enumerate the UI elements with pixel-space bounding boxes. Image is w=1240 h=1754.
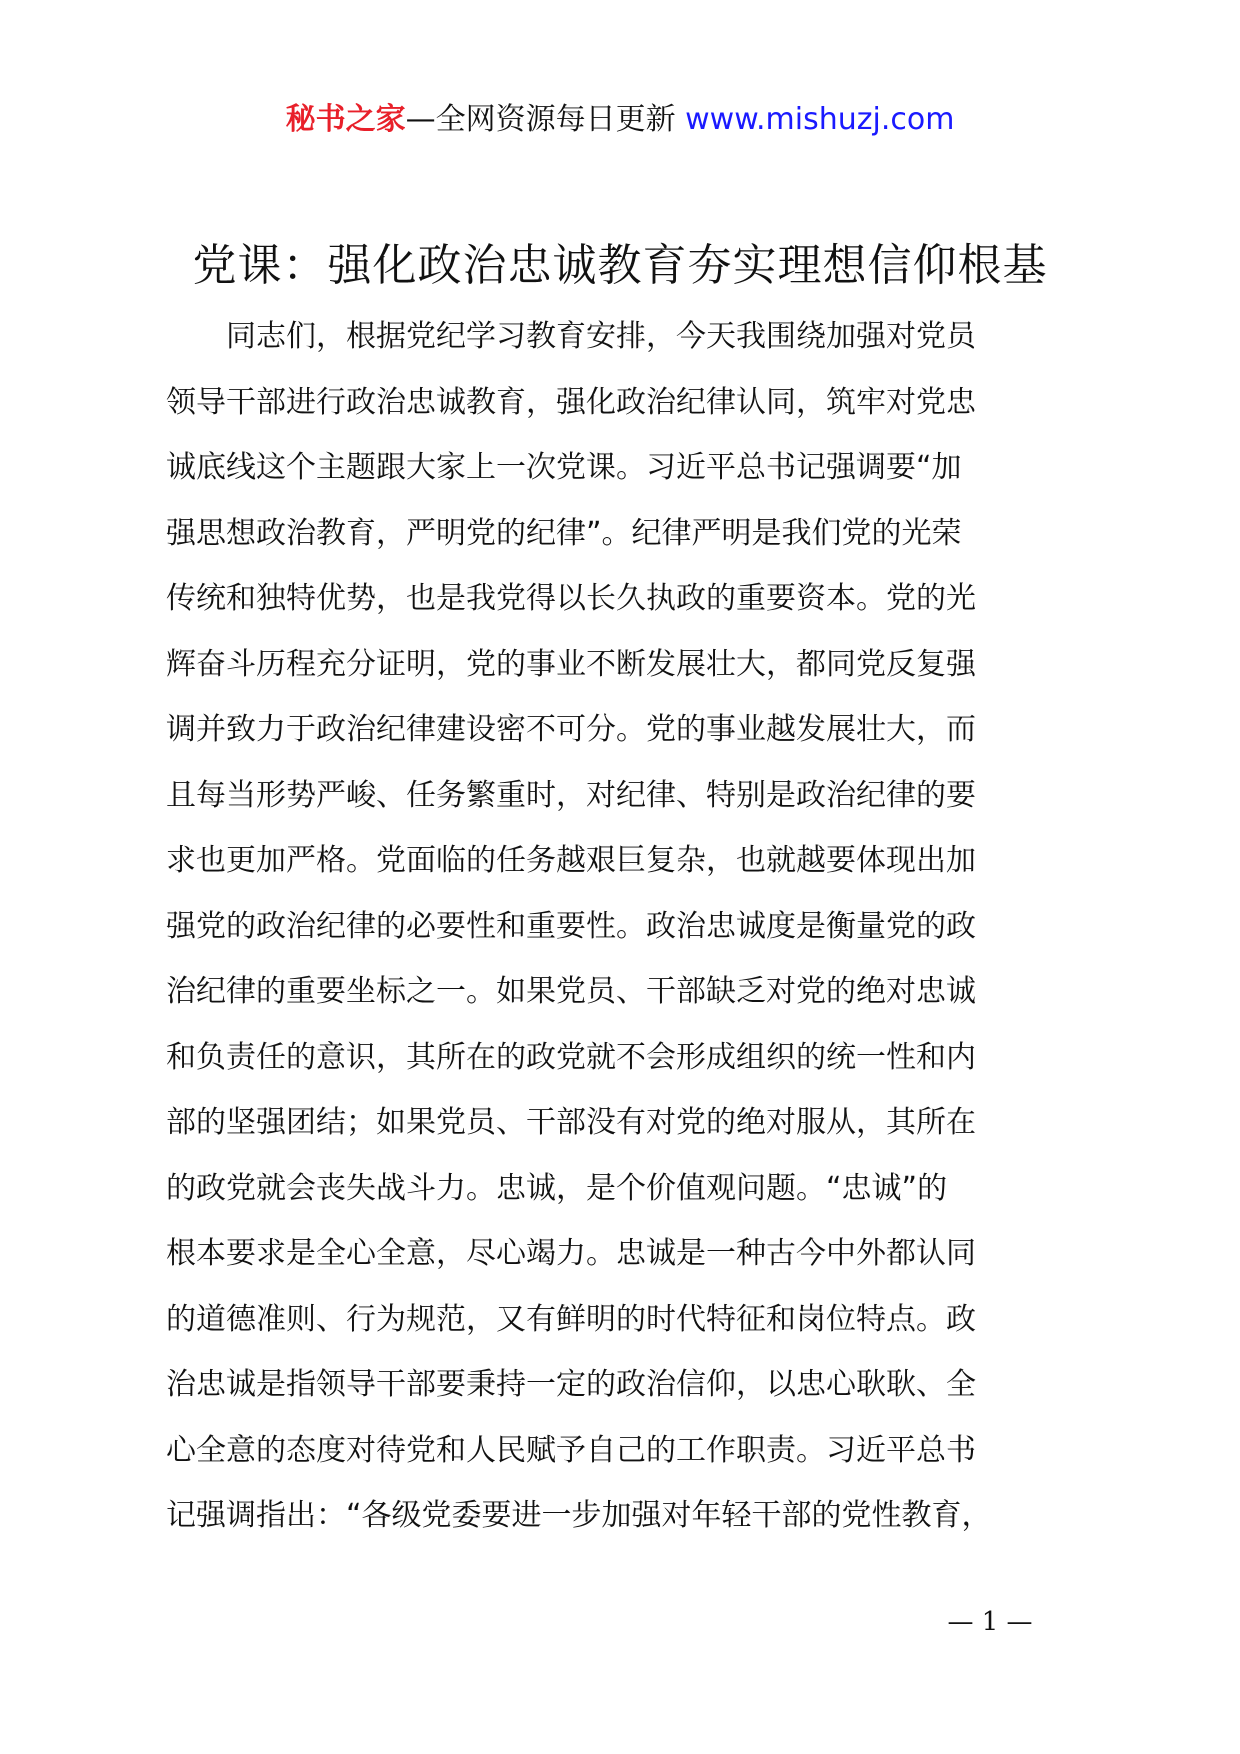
body-line: 强党的政治纪律的必要性和重要性。政治忠诚度是衡量党的政 bbox=[166, 908, 976, 944]
body-line: 治纪律的重要坐标之一。如果党员、干部缺乏对党的绝对忠诚 bbox=[166, 974, 976, 1009]
body-line: 治忠诚是指领导干部要秉持一定的政治信仰，以忠心耿耿、全 bbox=[166, 1367, 976, 1402]
body-line: 记强调指出：“各级党委要进一步加强对年轻干部的党性教育， bbox=[166, 1498, 992, 1533]
body-line: 诚底线这个主题跟大家上一次党课。习近平总书记强调要“加 bbox=[166, 450, 962, 485]
body-line: 和负责任的意识，其所在的政党就不会形成组织的统一性和内 bbox=[166, 1039, 976, 1075]
document-title: 党课：强化政治忠诚教育夯实理想信仰根基 bbox=[192, 240, 1048, 291]
body-line: 领导干部进行政治忠诚教育，强化政治纪律认同，筑牢对党忠 bbox=[166, 384, 976, 420]
body-line: 部的坚强团结；如果党员、干部没有对党的绝对服从，其所在 bbox=[166, 1105, 976, 1140]
site-url-link[interactable]: www.mishuzj.com bbox=[685, 102, 955, 137]
body-line: 传统和独特优势，也是我党得以长久执政的重要资本。党的光 bbox=[166, 581, 976, 616]
body-line: 的道德准则、行为规范，又有鲜明的时代特征和岗位特点。政 bbox=[166, 1301, 976, 1337]
body-line: 根本要求是全心全意，尽心竭力。忠诚是一种古今中外都认同 bbox=[166, 1236, 976, 1271]
body-line: 且每当形势严峻、任务繁重时，对纪律、特别是政治纪律的要 bbox=[166, 777, 976, 813]
body-line: 的政党就会丧失战斗力。忠诚，是个价值观问题。“忠诚”的 bbox=[166, 1170, 948, 1206]
site-header bbox=[0, 100, 1240, 140]
site-tagline: —全网资源每日更新 bbox=[405, 102, 676, 137]
document-body bbox=[166, 304, 1086, 1549]
site-brand: 秘书之家 bbox=[285, 102, 406, 137]
page-number: — 1 — bbox=[947, 1607, 1033, 1637]
body-line: 强思想政治教育，严明党的纪律”。纪律严明是我们党的光荣 bbox=[166, 515, 962, 551]
body-line: 辉奋斗历程充分证明，党的事业不断发展壮大，都同党反复强 bbox=[166, 646, 976, 682]
body-line: 同志们，根据党纪学习教育安排，今天我围绕加强对党员 bbox=[166, 319, 976, 354]
body-line: 调并致力于政治纪律建设密不可分。党的事业越发展壮大，而 bbox=[166, 712, 976, 747]
body-line: 求也更加严格。党面临的任务越艰巨复杂，也就越要体现出加 bbox=[166, 843, 976, 878]
body-line: 心全意的态度对待党和人民赋予自己的工作职责。习近平总书 bbox=[166, 1432, 976, 1468]
